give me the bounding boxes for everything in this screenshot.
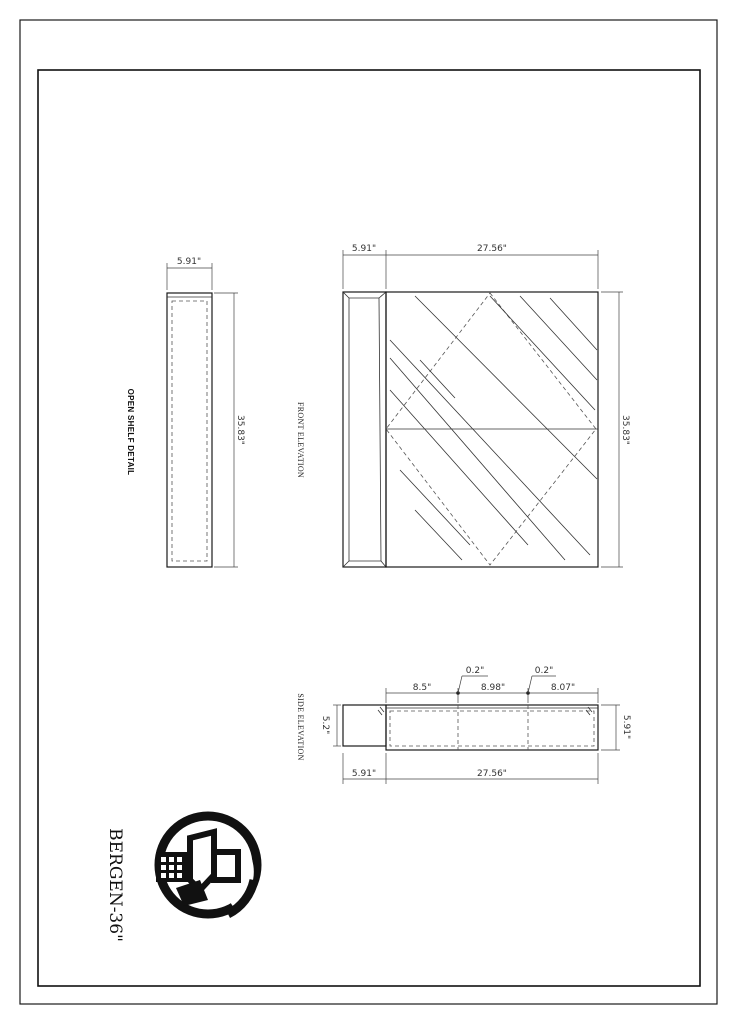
side-gap1-dim: 0.2" xyxy=(465,666,485,676)
side-bottom-left-dim: 5.91" xyxy=(351,769,377,779)
open-shelf-detail-label: OPEN SHELF DETAIL xyxy=(126,388,135,476)
shelf-width-dim: 5.91" xyxy=(176,257,202,267)
side-seg2-dim: 8.98" xyxy=(480,683,506,693)
side-inner-hidden xyxy=(390,711,594,746)
side-seg3-dim: 8.07" xyxy=(550,683,576,693)
shelf-height-dim: 35.83" xyxy=(235,415,245,445)
side-seg1-dim: 8.5" xyxy=(412,683,432,693)
inner-border xyxy=(38,70,700,986)
brand-logo-icon xyxy=(156,816,257,914)
side-left-block xyxy=(343,705,386,746)
front-main-panel xyxy=(386,292,598,567)
front-elevation-label: FRONT ELEVATION xyxy=(296,402,305,478)
side-height-dim: 5.91" xyxy=(621,714,631,740)
side-main-block xyxy=(386,705,598,750)
side-small-height-dim: 5.2" xyxy=(320,715,330,735)
shelf-inner-hidden xyxy=(172,301,207,561)
front-elevation xyxy=(296,244,630,567)
side-elevation-label: SIDE ELEVATION xyxy=(296,693,305,761)
mirror-reflection-lines xyxy=(390,296,597,560)
side-gap2-dim: 0.2" xyxy=(534,666,554,676)
side-bottom-main-dim: 27.56" xyxy=(477,769,507,779)
side-elevation xyxy=(296,666,631,784)
drawing-title: BERGEN-36" xyxy=(105,828,125,942)
front-main-width-dim: 27.56" xyxy=(477,244,507,254)
open-shelf-detail xyxy=(126,257,245,567)
front-left-width-dim: 5.91" xyxy=(351,244,377,254)
front-height-dim: 35.83" xyxy=(620,415,630,445)
shelf-outline xyxy=(167,293,212,567)
